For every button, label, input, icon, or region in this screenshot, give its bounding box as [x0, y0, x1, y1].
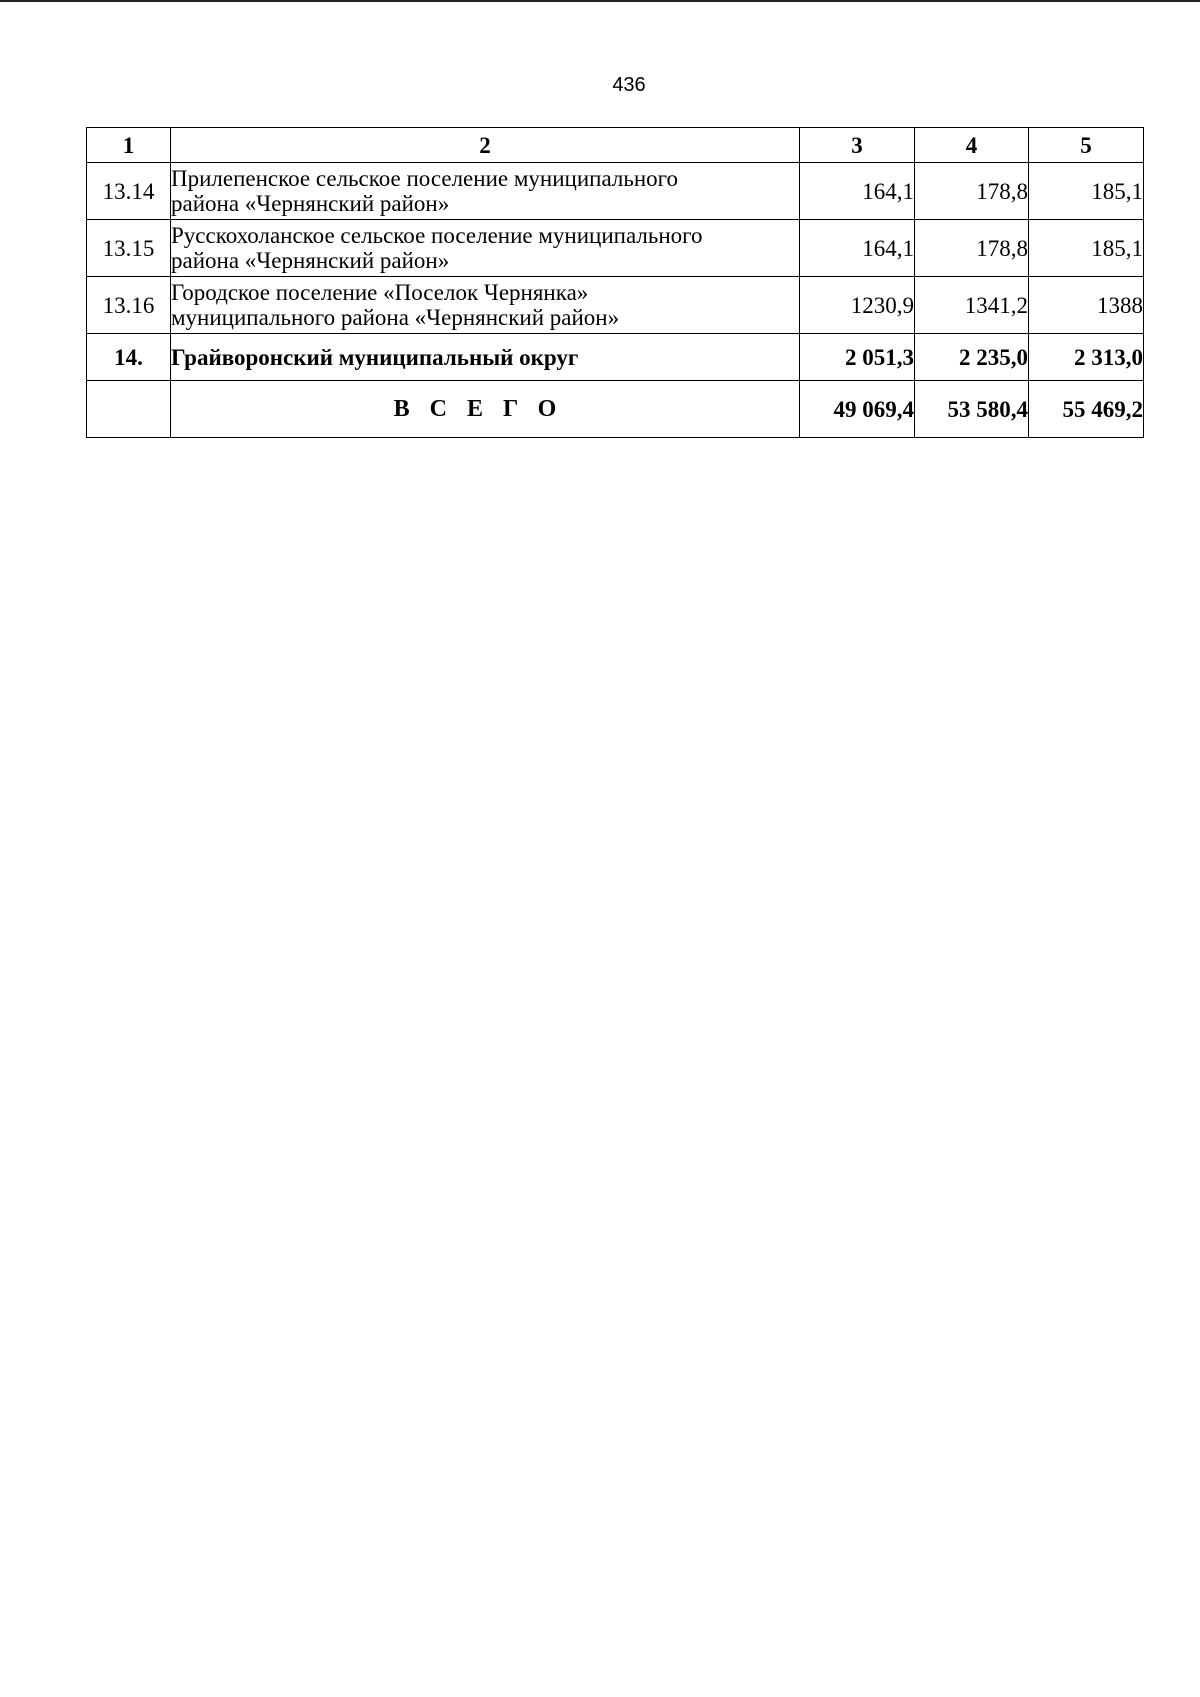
column-header-1: 1	[87, 128, 171, 163]
table-row	[87, 163, 1144, 220]
value-col-4: 178,8	[915, 220, 1029, 277]
row-number: 13.15	[87, 220, 171, 277]
municipality-name	[171, 277, 800, 334]
table-row	[87, 277, 1144, 334]
total-empty-cell	[87, 381, 171, 438]
municipality-name	[171, 163, 800, 220]
name-line: Прилепенское сельское поселение муниципального	[171, 166, 678, 191]
value-col-5: 185,1	[1029, 220, 1144, 277]
row-number: 14.	[87, 334, 171, 381]
table-row-total	[87, 381, 1144, 438]
name-line: района «Чернянский район»	[171, 248, 450, 273]
total-col-3: 49 069,4	[800, 381, 915, 438]
top-border-line	[0, 0, 1200, 2]
municipality-name: Грайворонский муниципальный округ	[171, 334, 800, 381]
value-col-3: 164,1	[800, 163, 915, 220]
column-header-4: 4	[915, 128, 1029, 163]
value-col-5: 2 313,0	[1029, 334, 1144, 381]
total-label: ВСЕГО	[171, 381, 800, 438]
name-line: Городское поселение «Поселок Чернянка»	[171, 280, 589, 305]
value-col-4: 1341,2	[915, 277, 1029, 334]
value-col-5: 1388	[1029, 277, 1144, 334]
table-header-row	[87, 128, 1144, 163]
name-line: Русскохоланское сельское поселение муниципального	[171, 223, 703, 248]
value-col-3: 164,1	[800, 220, 915, 277]
table-row-district	[87, 334, 1144, 381]
municipality-name	[171, 220, 800, 277]
name-line: района «Чернянский район»	[171, 191, 450, 216]
column-header-5: 5	[1029, 128, 1144, 163]
value-col-4: 2 235,0	[915, 334, 1029, 381]
total-col-4: 53 580,4	[915, 381, 1029, 438]
value-col-4: 178,8	[915, 163, 1029, 220]
column-header-2: 2	[171, 128, 800, 163]
value-col-5: 185,1	[1029, 163, 1144, 220]
row-number: 13.16	[87, 277, 171, 334]
value-col-3: 1230,9	[800, 277, 915, 334]
value-col-3: 2 051,3	[800, 334, 915, 381]
column-header-3: 3	[800, 128, 915, 163]
row-number: 13.14	[87, 163, 171, 220]
name-line: муниципального района «Чернянский район»	[171, 305, 620, 330]
total-col-5: 55 469,2	[1029, 381, 1144, 438]
page-number: 436	[612, 74, 646, 96]
budget-table	[86, 127, 1144, 438]
table-row	[87, 220, 1144, 277]
